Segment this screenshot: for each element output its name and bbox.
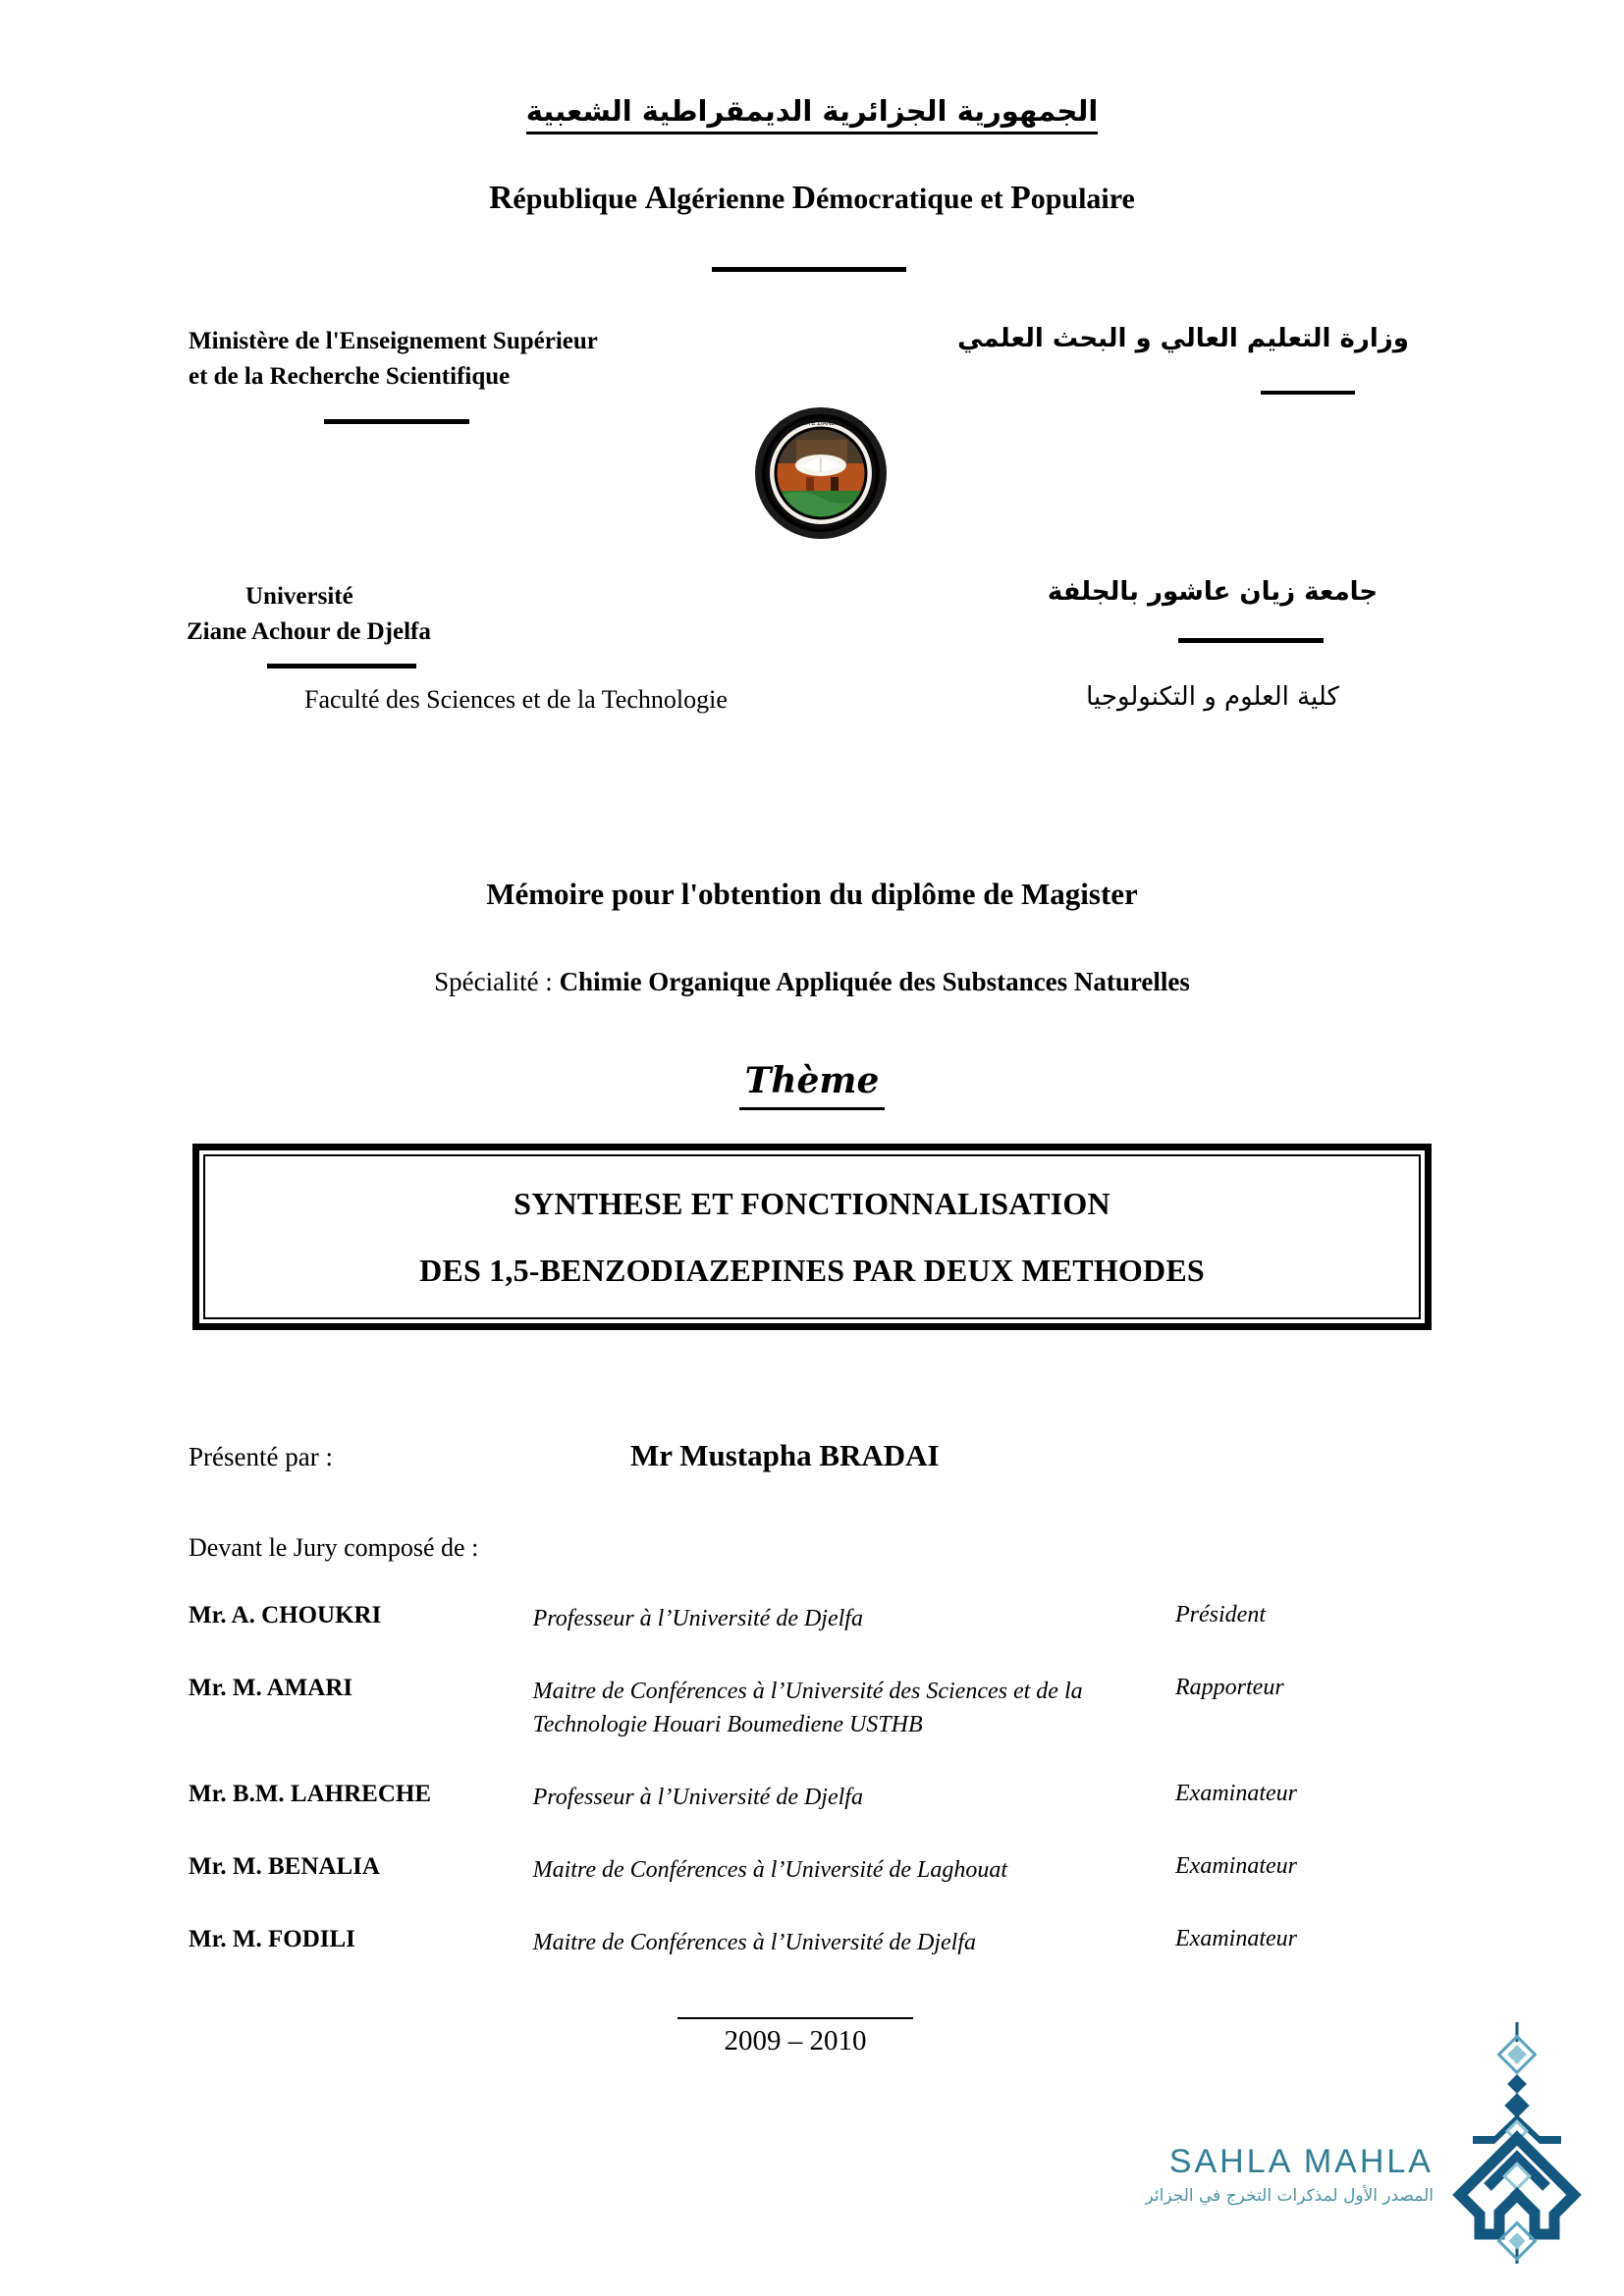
watermark-emblem-icon xyxy=(1434,2020,1600,2266)
table-row xyxy=(189,1926,1426,1999)
thesis-title-line1: SYNTHESE ET FONCTIONNALISATION xyxy=(514,1186,1110,1221)
table-row xyxy=(189,1675,1426,1781)
jury-member-name: Mr. M. BENALIA xyxy=(189,1853,380,1881)
jury-member-name: Mr. M. AMARI xyxy=(189,1675,353,1702)
university-seal-logo xyxy=(752,404,890,542)
jury-member-title: Professeur à l’Université de Djelfa xyxy=(532,1606,863,1631)
ministry-arabic-rule xyxy=(1261,391,1355,395)
jury-member-title: Maitre de Conférences à l’Université de Laghouat xyxy=(532,1857,1008,1884)
thesis-title-box-inner xyxy=(203,1154,1421,1319)
degree-statement: Mémoire pour l'obtention du diplôme de Magister xyxy=(486,877,1138,911)
jury-intro-label: Devant le Jury composé de : xyxy=(189,1533,479,1562)
author-name: Mr Mustapha BRADAI xyxy=(630,1438,940,1472)
jury-member-title: Professeur à l’Université de Djelfa xyxy=(532,1785,863,1811)
ministry-french-rule xyxy=(324,419,469,424)
jury-member-role: Rapporteur xyxy=(1175,1675,1284,1701)
thesis-title-box xyxy=(192,1144,1432,1330)
presented-by-label: Présenté par : xyxy=(189,1442,333,1471)
table-row xyxy=(189,1853,1426,1926)
watermark-brand: SAHLA MAHLA xyxy=(1168,2143,1434,2180)
faculty-arabic-text: كلية العلوم و التكنولوجيا xyxy=(1086,682,1339,712)
university-french-block xyxy=(187,579,717,649)
jury-member-role: Examinateur xyxy=(1175,1926,1297,1952)
header-divider xyxy=(712,267,906,272)
specialty-value: Chimie Organique Appliquée des Substances Naturelles xyxy=(559,967,1190,996)
jury-member-name: Mr. A. CHOUKRI xyxy=(189,1602,382,1629)
specialty-statement xyxy=(0,967,1624,997)
jury-member-name: Mr. B.M. LAHRECHE xyxy=(189,1781,431,1808)
university-arabic-rule xyxy=(1178,638,1324,643)
academic-year-text: 2009 – 2010 xyxy=(724,2025,867,2056)
ministry-french-line1: Ministère de l'Enseignement Supérieur xyxy=(189,328,598,354)
svg-text:UNIVERSITE ZIANE ACHOUR: UNIVERSITE ZIANE ACHOUR xyxy=(779,420,863,427)
thesis-title-line2: DES 1,5-BENZODIAZEPINES PAR DEUX METHODES xyxy=(419,1253,1205,1288)
specialty-label: Spécialité : xyxy=(434,967,560,996)
french-republic-text: République Algérienne Démocratique et Populaire xyxy=(489,180,1135,216)
academic-year-footer xyxy=(589,2017,1001,2057)
table-row xyxy=(189,1781,1426,1853)
jury-member-name: Mr. M. FODILI xyxy=(189,1926,355,1953)
jury-member-role: Examinateur xyxy=(1175,1781,1297,1807)
jury-member-role: Examinateur xyxy=(1175,1853,1297,1880)
ministry-arabic-text: وزارة التعليم العالي و البحث العلمي xyxy=(957,324,1409,353)
university-french-line1: Université xyxy=(245,583,353,610)
svg-text:DJELFA: DJELFA xyxy=(809,524,833,531)
theme-heading-text: Thème xyxy=(739,1060,886,1110)
jury-member-role: Président xyxy=(1175,1602,1266,1628)
table-row xyxy=(189,1602,1426,1675)
watermark-text-block xyxy=(1139,2145,1434,2206)
jury-member-title: Maitre de Conférences à l’Université de Djelfa xyxy=(532,1930,977,1956)
university-french-line2: Ziane Achour de Djelfa xyxy=(187,617,431,645)
french-republic-heading xyxy=(0,180,1624,217)
theme-heading xyxy=(0,1060,1624,1110)
ministry-french-block xyxy=(189,324,797,394)
ministry-french-line2: et de la Recherche Scientifique xyxy=(189,362,511,390)
sahla-mahla-watermark xyxy=(1139,1993,1600,2277)
university-french-rule xyxy=(267,664,416,668)
watermark-tagline: المصدر الأول لمذكرات التخرج في الجزائر xyxy=(1145,2186,1434,2206)
faculty-french-text: Faculté des Sciences et de la Technologie xyxy=(304,685,728,714)
author-row xyxy=(189,1438,1426,1483)
year-rule xyxy=(677,2017,913,2019)
arabic-republic-text: الجمهورية الجزائرية الديمقراطية الشعبية xyxy=(526,94,1099,134)
jury-member-title: Maitre de Conférences à l’Université des Sciences et de la Technologie Houari Boumediene USTHB xyxy=(532,1679,1083,1738)
jury-table-body xyxy=(189,1602,1426,1999)
jury-table xyxy=(189,1602,1426,1999)
arabic-republic-heading xyxy=(0,94,1624,134)
university-arabic-text: جامعة زيان عاشور بالجلفة xyxy=(1047,577,1379,607)
